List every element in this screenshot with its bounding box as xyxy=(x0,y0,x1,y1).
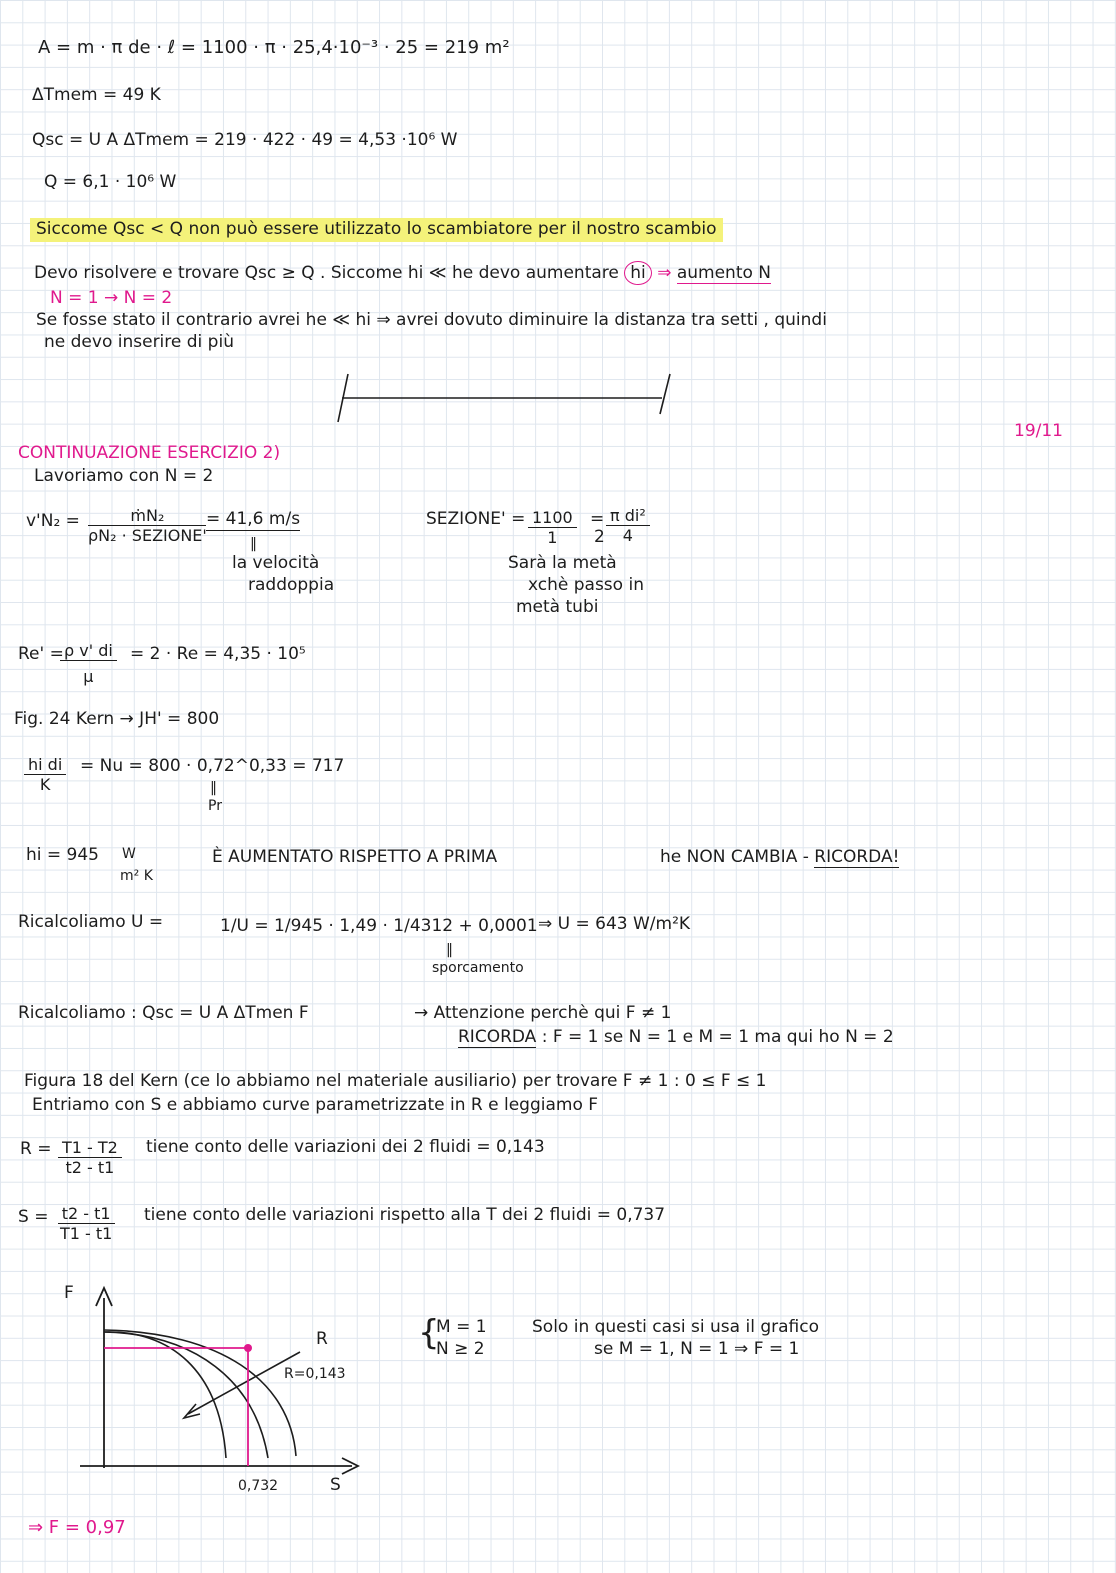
sez-note-2: xchè passo in xyxy=(528,575,644,595)
r-label: R = xyxy=(20,1139,52,1159)
dtmem-line: ΔTmem = 49 K xyxy=(32,85,161,105)
sez-note-1: Sarà la metà xyxy=(508,553,617,573)
sez-label: SEZIONE' = xyxy=(426,509,526,529)
aumentato-note: È AUMENTATO RISPETTO A PRIMA xyxy=(212,847,498,867)
curve-label: R xyxy=(316,1329,328,1349)
brace: { xyxy=(418,1313,440,1353)
solo-line-2: se M = 1, N = 1 ⇒ F = 1 xyxy=(594,1339,800,1359)
curve-2 xyxy=(104,1332,268,1458)
re-label: Re' = xyxy=(18,644,64,664)
s-num: t2 - t1 xyxy=(58,1204,115,1224)
v-label: v'N₂ = xyxy=(26,511,80,531)
curve-1 xyxy=(104,1332,226,1458)
n-change: N = 1 → N = 2 xyxy=(50,288,173,308)
se-fosse-line-1: Se fosse stato il contrario avrei he ≪ hi ⇒ avrei dovuto diminuire la distanza tra setti , quindi xyxy=(36,310,827,330)
qsc-line: Qsc = U A ΔTmem = 219 · 422 · 49 = 4,53 ·10⁶ W xyxy=(32,130,458,150)
hi-circled: hi xyxy=(624,261,652,285)
v-note-2: raddoppia xyxy=(248,575,335,595)
se-fosse-line-2: ne devo inserire di più xyxy=(44,332,234,352)
hi-label: hi = 945 xyxy=(26,845,99,865)
sporcamento-mark: ‖ xyxy=(446,942,453,958)
s-den: T1 - t1 xyxy=(60,1224,113,1243)
cond-1: M = 1 xyxy=(436,1317,487,1337)
s-label: S = xyxy=(18,1207,49,1227)
sporcamento: sporcamento xyxy=(432,960,524,976)
re-num: ρ v' di xyxy=(60,641,117,661)
ricorda-2-text: : F = 1 se N = 1 e M = 1 ma qui ho N = 2 xyxy=(541,1027,894,1047)
v-num: ṁN₂ xyxy=(88,506,206,526)
sez-half: 2 xyxy=(594,527,605,547)
continuazione-heading: CONTINUAZIONE ESERCIZIO 2) xyxy=(18,443,281,463)
nu-den: K xyxy=(39,775,51,794)
v-note-1: la velocità xyxy=(232,553,320,573)
solo-line-1: Solo in questi casi si usa il grafico xyxy=(532,1317,819,1337)
lavoriamo-line: Lavoriamo con N = 2 xyxy=(34,466,214,486)
sez-note-3: metà tubi xyxy=(516,597,599,617)
v-result: = 41,6 m/s xyxy=(206,509,301,529)
nu-pr-mark: ‖ xyxy=(210,780,217,796)
ricalc-q-line: Ricalcoliamo : Qsc = U A ΔTmen F xyxy=(18,1003,309,1023)
v-equals-mark: ‖ xyxy=(250,536,257,552)
attenzione-note: → Attenzione perchè qui F ≠ 1 xyxy=(414,1003,672,1023)
hi-unit-den: m² K xyxy=(120,868,153,884)
ricorda-2-label: RICORDA xyxy=(458,1027,537,1047)
sez-den-3: 4 xyxy=(622,526,633,545)
ricorda-note-1: RICORDA! xyxy=(814,847,900,867)
he-non-text: he NON CAMBIA - xyxy=(660,847,809,867)
r-num: T1 - T2 xyxy=(58,1138,122,1158)
curve-value-label: R=0,143 xyxy=(284,1366,346,1382)
nu-pr: Pr xyxy=(208,798,222,814)
nu-num: hi di xyxy=(24,755,66,775)
figura18-line-1: Figura 18 del Kern (ce lo abbiamo nel materiale ausiliario) per trovare F ≠ 1 : 0 ≤ F ≤ 1 xyxy=(24,1071,767,1091)
area-line: A = m · π de · ℓ = 1100 · π · 25,4·10⁻³ · 25 = 219 m² xyxy=(38,37,510,58)
sez-eq: = xyxy=(590,509,605,529)
x-axis-label: S xyxy=(330,1475,341,1495)
q-line: Q = 6,1 · 10⁶ W xyxy=(44,172,177,192)
r-den: t2 - t1 xyxy=(65,1158,115,1177)
ricalc-u-expr: 1/U = 1/945 · 1,49 · 1/4312 + 0,0001 xyxy=(220,916,538,936)
r-desc: tiene conto delle variazioni dei 2 fluidi = 0,143 xyxy=(146,1137,545,1157)
devo-text-b: aumento N xyxy=(676,263,772,283)
highlight-line: Siccome Qsc < Q non può essere utilizzato lo scambiatore per il nostro scambio xyxy=(30,218,723,242)
re-result: = 2 · Re = 4,35 · 10⁵ xyxy=(130,644,306,664)
nu-result: = Nu = 800 · 0,72^0,33 = 717 xyxy=(80,756,345,776)
sez-num-3: π di² xyxy=(606,506,650,526)
final-result: ⇒ F = 0,97 xyxy=(28,1517,126,1538)
figura18-line-2: Entriamo con S e abbiamo curve parametrizzate in R e leggiamo F xyxy=(32,1095,599,1115)
re-den: μ xyxy=(83,667,94,686)
devo-text-a: Devo risolvere e trovare Qsc ≥ Q . Siccome hi ≪ he devo aumentare xyxy=(34,263,619,283)
cond-2: N ≥ 2 xyxy=(436,1339,485,1359)
devo-arrow: ⇒ xyxy=(657,263,672,283)
y-axis-label: F xyxy=(64,1283,74,1303)
v-den: ρN₂ · SEZIONE' xyxy=(88,526,207,545)
x-marker-label: 0,732 xyxy=(238,1478,279,1494)
sez-num-1: 1100 xyxy=(528,508,577,528)
read-point xyxy=(244,1344,252,1352)
sez-den-1: 1 xyxy=(547,528,558,547)
ricalc-u-result: ⇒ U = 643 W/m²K xyxy=(538,914,691,934)
ricalc-u-label: Ricalcoliamo U = xyxy=(18,912,164,932)
s-desc: tiene conto delle variazioni rispetto alla T dei 2 fluidi = 0,737 xyxy=(144,1205,666,1225)
fig24-line: Fig. 24 Kern → JH' = 800 xyxy=(14,709,220,729)
date: 19/11 xyxy=(1014,421,1063,441)
hi-unit-num: W xyxy=(122,846,136,862)
